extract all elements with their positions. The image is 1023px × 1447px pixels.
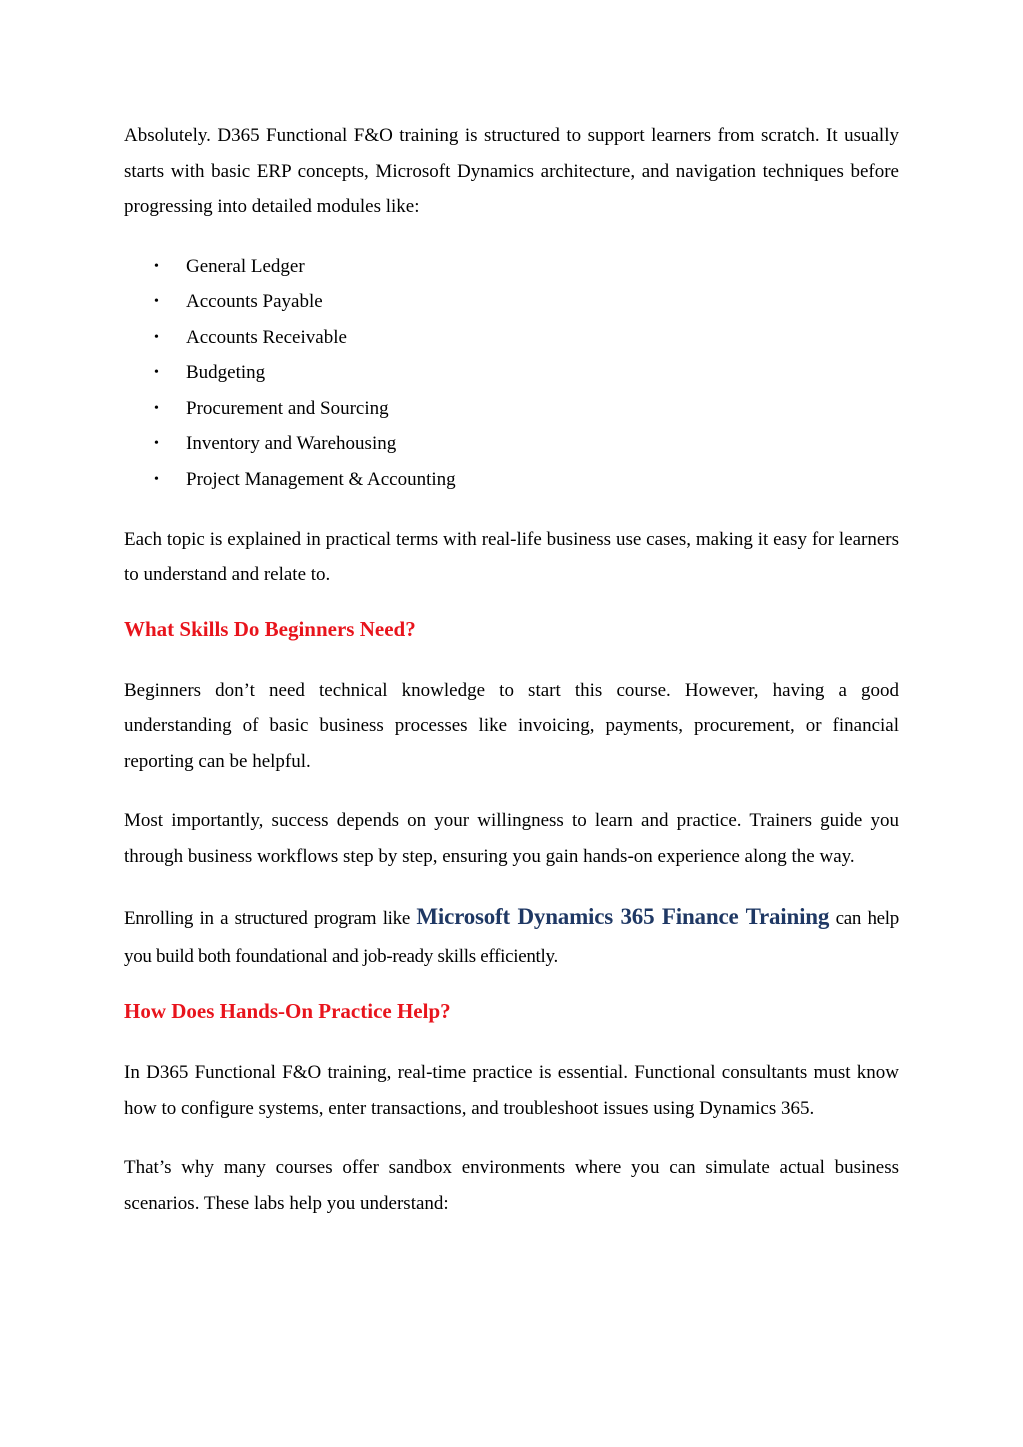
list-item bbox=[124, 355, 899, 391]
bullet-icon: • bbox=[154, 400, 159, 416]
modules-list bbox=[124, 249, 899, 498]
enroll-lead-text: Enrolling in a structured program like bbox=[124, 908, 417, 930]
section-heading-hands-on: How Does Hands-On Practice Help? bbox=[124, 999, 451, 1024]
intro-paragraph: Absolutely. D365 Functional F&O training is structured to support learners from scratch. It usually starts with basic ERP concepts, Microsoft Dynamics architecture, and navigation techniques before progressing into detailed modules like: bbox=[124, 125, 899, 217]
list-item bbox=[124, 320, 899, 356]
bullet-icon: • bbox=[154, 365, 159, 381]
list-item bbox=[124, 426, 899, 462]
list-item bbox=[124, 249, 899, 285]
section-heading-skills: What Skills Do Beginners Need? bbox=[124, 616, 416, 641]
modules-summary-paragraph: Each topic is explained in practical terms with real-life business use cases, making it easy for learners to understand and relate to. bbox=[124, 528, 899, 586]
module-label: Inventory and Warehousing bbox=[186, 433, 397, 455]
document-page bbox=[124, 118, 899, 1221]
bullet-icon: • bbox=[154, 294, 159, 310]
module-label: Budgeting bbox=[186, 362, 266, 384]
module-label: Accounts Payable bbox=[186, 291, 323, 313]
module-label: Project Management & Accounting bbox=[186, 469, 456, 491]
module-label: Procurement and Sourcing bbox=[186, 397, 389, 419]
enroll-paragraph bbox=[124, 898, 899, 976]
skills-paragraph-2: Most importantly, success depends on your willingness to learn and practice. Trainers guide you through business workflows step by step, ensuring you gain hands-on experience along the way. bbox=[124, 810, 899, 867]
hands-on-paragraph-1: In D365 Functional F&O training, real-time practice is essential. Functional consultants must know how to configure systems, enter transactions, and troubleshoot issues using Dynamics 365. bbox=[124, 1062, 899, 1119]
list-item bbox=[124, 462, 899, 498]
bullet-icon: • bbox=[154, 436, 159, 452]
skills-paragraph-1: Beginners don’t need technical knowledge to start this course. However, having a good understanding of basic business processes like invoicing, payments, procurement, or financial reporting can be helpful. bbox=[124, 679, 899, 772]
hands-on-paragraph-2: That’s why many courses offer sandbox environments where you can simulate actual business scenarios. These labs help you understand: bbox=[124, 1157, 899, 1214]
module-label: Accounts Receivable bbox=[186, 326, 347, 348]
bullet-icon: • bbox=[154, 472, 159, 488]
finance-training-link[interactable]: Microsoft Dynamics 365 Finance Training bbox=[416, 904, 830, 930]
bullet-icon: • bbox=[154, 329, 159, 345]
bullet-icon: • bbox=[154, 258, 159, 274]
list-item bbox=[124, 284, 899, 320]
list-item bbox=[124, 391, 899, 427]
enroll-tail-text: can help you build both foundational and job-ready skills efficiently. bbox=[124, 908, 899, 968]
module-label: General Ledger bbox=[186, 255, 305, 277]
